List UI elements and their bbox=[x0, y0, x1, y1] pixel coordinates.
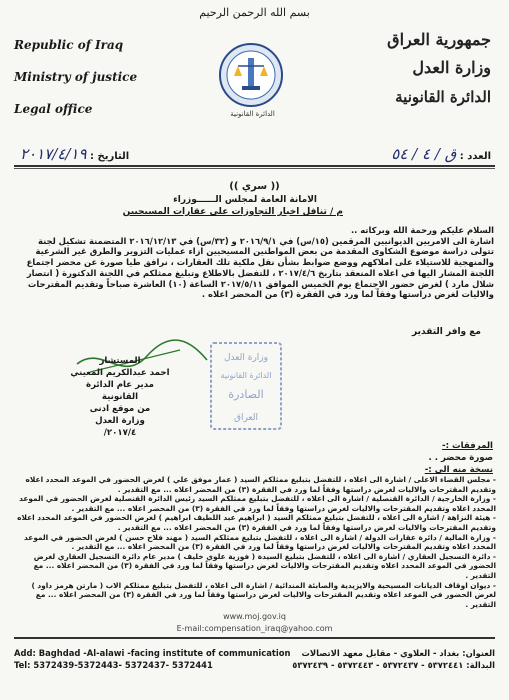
stamp-line-4: العراق bbox=[233, 413, 259, 423]
reference-date bbox=[20, 145, 129, 163]
copies-list bbox=[16, 475, 496, 609]
signer-ministry: وزارة العدل bbox=[95, 416, 145, 426]
ministry-logo bbox=[218, 42, 284, 108]
classification-label: (( سري )) bbox=[229, 181, 280, 192]
copies-title: نسخة منه الى :- bbox=[424, 465, 493, 475]
footer-divider bbox=[14, 637, 495, 639]
signature-block bbox=[70, 355, 170, 439]
copy-item: - وزارة المالية / دائرة عقارات الدولة / اشارة الى اعلاه ، للتفضل بتبليغ ممثلكم السيد ( مهند فلاح حسن ) لغرض الحضور في الموعد المحدد اعلاه وتقديم المقترحات والاليات لغرض دراستها وفقاً لما ورد في الفقرة (٣) من المحضر اعلاه ... مع التقدير . bbox=[24, 532, 496, 552]
letter-addressee: الامانة العامة لمجلس الــــــوزراء bbox=[173, 195, 317, 205]
attachments-item: صورة محضر . . bbox=[428, 453, 493, 463]
reference-number bbox=[391, 145, 491, 163]
bismillah-header: بسم الله الرحمن الرحيم bbox=[199, 6, 310, 19]
footer-website: www.moj.gov.iq bbox=[223, 612, 286, 621]
signer-position: مدير عام الدائرة القانونية bbox=[86, 380, 154, 402]
footer-address-ar bbox=[292, 647, 495, 671]
header-ar-ministry: وزارة العدل bbox=[412, 58, 491, 77]
attachments-title: المرفقات :- bbox=[442, 441, 493, 451]
stamp-line-3: الصادرة bbox=[228, 388, 264, 401]
header-en-country: Republic of Iraq bbox=[14, 38, 124, 52]
copy-item: - دائرة التسجيل العقاري / اشارة الى اعلاه ، للتفضل بتبليغ السيدة ( فوزية علوي خليف ) مدير عام دائرة التسجيل العقاري لغرض الحضور في الموعد المحدد اعلاه وتقديم المقترحات والاليات لغرض دراستها وفقاً لما ورد في الفقرة (٣) من المحضر اعلاه ... مع التقدير . bbox=[33, 551, 496, 580]
reference-date-value: ٢٠١٧/٤/١٩ bbox=[20, 145, 87, 163]
letter-paragraph: اشارة الى الامريين الديوانيين المرقمين (١٥/س) في ٢٠١٦/٩/١ و (٣٢/س) في ٢٠١٦/١٢/١٣ المتضمنة تشكيل لجنة تتولى دراسة موضوع الشكاوى المقدمة من بعض المواطنين المسيحيين ازاء عمليات التزوير والطرق غير الشرعية والمنهجية للاستيلاء على املاكهم ووضع ضوابط بشأن نقل ملكية تلك العقارات ، نرافق طيا صورة عن محضر اجتماع اللجنة المشار اليها في اعلاه المنعقد بتاريخ ٢٠١٧/٤/٦ ، للتفضل بالاطلاع وتبليغ ممثلكم في اللجنة الدكتورة ( انتصار شلال مارد ) لغرض حضور الاجتماع يوم الخميس الموافق ٢٠١٧/٥/١١ الساعة (١٠) العاشرة صباحاً وتقديم المقترحات والاليات لغرض دراستها وفقاً لما ورد في الفقرة (٣) من المحضر اعلاه . bbox=[26, 235, 494, 300]
footer-tel-ar: البدالة: ٥٣٧٢٤٤١ - ٥٣٧٢٤٣٧ - ٥٣٧٢٤٤٣ - ٥٣٧٢٤٣٩ bbox=[292, 660, 495, 670]
footer-address-en-line: Add: Baghdad -Al-alawi -facing institute of communication bbox=[14, 648, 291, 658]
signer-name: احمد عبدالكريم المعيني bbox=[70, 368, 170, 378]
copy-item: - ديوان اوقاف الديانات المسيحية والايزيدية والصابئة المندائية / اشارة الى اعلاه ، للتفضل بتبليغ ممثلكم الاب ( مارتن هرمز داود ) لغرض الحضور في الموعد اعلاه وتقديم المقترحات والاليات لغرض دراستها وفقاً لما ورد في الفقرة (٣) من المحضر اعلاه ... مع التقدير . bbox=[31, 580, 496, 609]
attachments-block bbox=[425, 440, 493, 476]
header-divider-thin bbox=[14, 168, 495, 169]
footer-email: E-mail:compensation_iraq@yahoo.com bbox=[176, 624, 333, 633]
letter-closing: مع وافر التقدير bbox=[412, 327, 481, 337]
reference-number-label: العدد : bbox=[459, 151, 491, 162]
header-en-office: Legal office bbox=[14, 102, 93, 116]
copy-item: - وزارة الخارجية / الدائرة القنصلية / اشارة الى اعلاه ، للتفضل بتبليغ ممثلكم السيد رئيس الدائرة القنصلية لغرض الحضور في الموعد المحدد اعلاه وتقديم المقترحات والاليات لغرض دراستها وفقاً لما ورد في الفقرة (٣) من المحضر اعلاه ... مع التقدير . bbox=[19, 494, 496, 513]
letter-greeting: السلام عليكم ورحمة الله وبركاته .. bbox=[350, 225, 494, 235]
header-en-ministry: Ministry of justice bbox=[14, 70, 138, 84]
official-stamp bbox=[208, 340, 284, 432]
signer-date: ٢٠١٧/٤/ bbox=[103, 428, 137, 438]
copy-item: - هيئة النزاهة / اشارة الى اعلاه ، للتفضل بتبليغ ممثلكم السيد ( ابراهيم عبد اللطيف ابراهيم ) لغرض الحضور في الموعد المحدد اعلاه وتقديم المقترحات والاليات لغرض دراستها وفقاً لما ورد في الفقرة (٣) من المحضر اعلاه ... مع التقدير . bbox=[17, 513, 496, 532]
reference-date-label: التاريخ : bbox=[90, 151, 130, 162]
header-ar-country: جمهورية العراق bbox=[387, 30, 491, 49]
header-divider bbox=[14, 165, 495, 167]
letter-body bbox=[16, 225, 494, 300]
signer-title: المستشار bbox=[99, 356, 141, 366]
copy-item: - مجلس القضاء الاعلى / اشارة الى اعلاه ، للتفضل بتبليغ ممثلكم السيد ( عمار موفق علي ) لغرض الحضور في الموعد المحدد اعلاه وتقديم المقترحات والاليات لغرض دراستها وفقاً لما ورد في الفقرة (٣) من المحضر اعلاه ... مع التقدير . bbox=[25, 475, 496, 494]
footer-address-ar-line: العنوان: بغداد - العلاوي - مقابل معهد الاتصالات bbox=[301, 648, 495, 658]
letter-subject: م / تنافل اخبار التجاوزات على عقارات المسيحيين bbox=[122, 207, 343, 217]
header-ar-office: الدائرة القانونية bbox=[395, 88, 491, 106]
signer-authority: من موقع ادنى bbox=[89, 404, 151, 414]
stamp-line-2: الدائرة القانونية bbox=[220, 371, 272, 380]
reference-number-value: ق / ٤ / ٥٤ bbox=[391, 145, 457, 163]
logo-caption: الدائرة القانونية bbox=[230, 110, 275, 118]
footer-tel-en: Tel: 5372439-5372443- 5372437- 5372441 bbox=[14, 660, 213, 670]
stamp-line-1: وزارة العدل bbox=[224, 353, 268, 363]
footer-address-en bbox=[14, 647, 291, 671]
